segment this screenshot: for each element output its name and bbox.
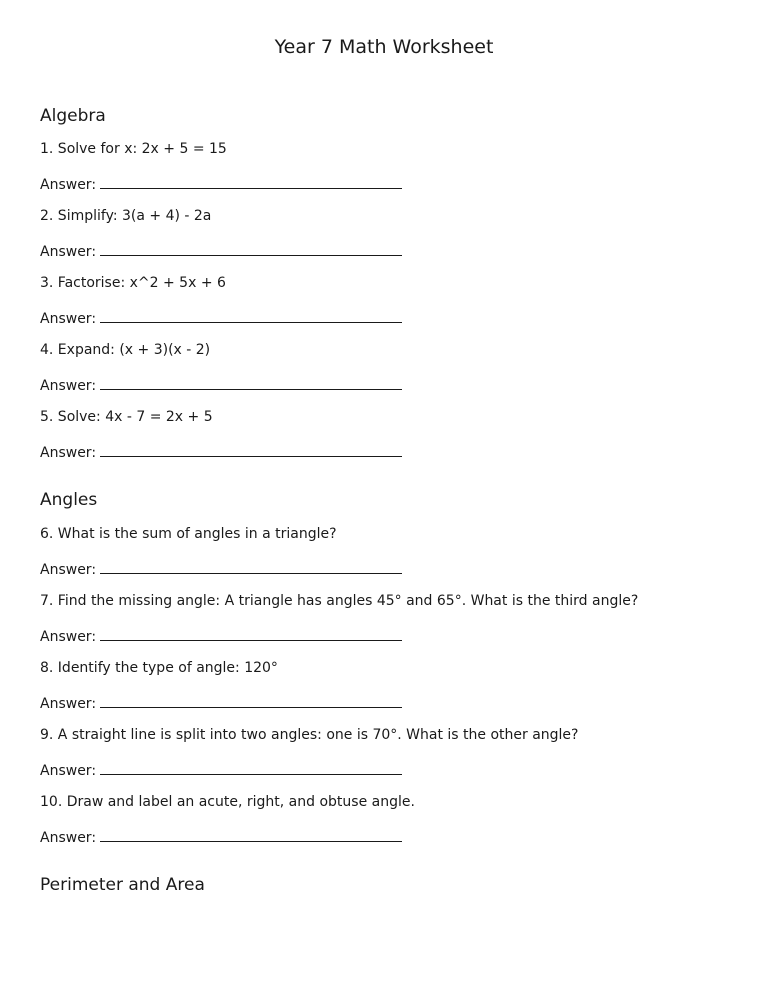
section-heading-perimeter-area: Perimeter and Area — [40, 875, 205, 895]
question-1: 1. Solve for x: 2x + 5 = 15 — [40, 141, 227, 157]
answer-label: Answer: — [40, 378, 97, 394]
answer-row-8 — [40, 693, 402, 712]
answer-field-1[interactable] — [100, 174, 402, 189]
answer-row-10 — [40, 827, 402, 846]
answer-label: Answer: — [40, 696, 97, 712]
question-9: 9. A straight line is split into two angles: one is 70°. What is the other angle? — [40, 727, 579, 743]
answer-field-6[interactable] — [100, 559, 402, 574]
answer-field-10[interactable] — [100, 827, 402, 842]
answer-field-3[interactable] — [100, 308, 402, 323]
answer-row-9 — [40, 760, 402, 779]
question-8: 8. Identify the type of angle: 120° — [40, 660, 278, 676]
answer-row-5 — [40, 442, 402, 461]
question-7: 7. Find the missing angle: A triangle has angles 45° and 65°. What is the third angle? — [40, 593, 639, 609]
answer-field-8[interactable] — [100, 693, 402, 708]
question-2: 2. Simplify: 3(a + 4) - 2a — [40, 208, 212, 224]
answer-label: Answer: — [40, 311, 97, 327]
section-heading-angles: Angles — [40, 490, 98, 510]
answer-label: Answer: — [40, 763, 97, 779]
answer-row-6 — [40, 559, 402, 578]
question-10: 10. Draw and label an acute, right, and obtuse angle. — [40, 794, 415, 810]
page-title: Year 7 Math Worksheet — [274, 36, 494, 58]
answer-field-2[interactable] — [100, 241, 402, 256]
answer-field-9[interactable] — [100, 760, 402, 775]
question-3: 3. Factorise: x^2 + 5x + 6 — [40, 275, 226, 291]
answer-label: Answer: — [40, 177, 97, 193]
answer-row-2 — [40, 241, 402, 260]
question-5: 5. Solve: 4x - 7 = 2x + 5 — [40, 409, 213, 425]
answer-label: Answer: — [40, 244, 97, 260]
answer-row-4 — [40, 375, 402, 394]
answer-field-5[interactable] — [100, 442, 402, 457]
answer-label: Answer: — [40, 562, 97, 578]
answer-row-3 — [40, 308, 402, 327]
answer-row-1 — [40, 174, 402, 193]
answer-label: Answer: — [40, 830, 97, 846]
question-6: 6. What is the sum of angles in a triangle? — [40, 526, 337, 542]
answer-row-7 — [40, 626, 402, 645]
section-heading-algebra: Algebra — [40, 106, 106, 126]
question-4: 4. Expand: (x + 3)(x - 2) — [40, 342, 211, 358]
answer-label: Answer: — [40, 445, 97, 461]
answer-field-4[interactable] — [100, 375, 402, 390]
answer-label: Answer: — [40, 629, 97, 645]
answer-field-7[interactable] — [100, 626, 402, 641]
